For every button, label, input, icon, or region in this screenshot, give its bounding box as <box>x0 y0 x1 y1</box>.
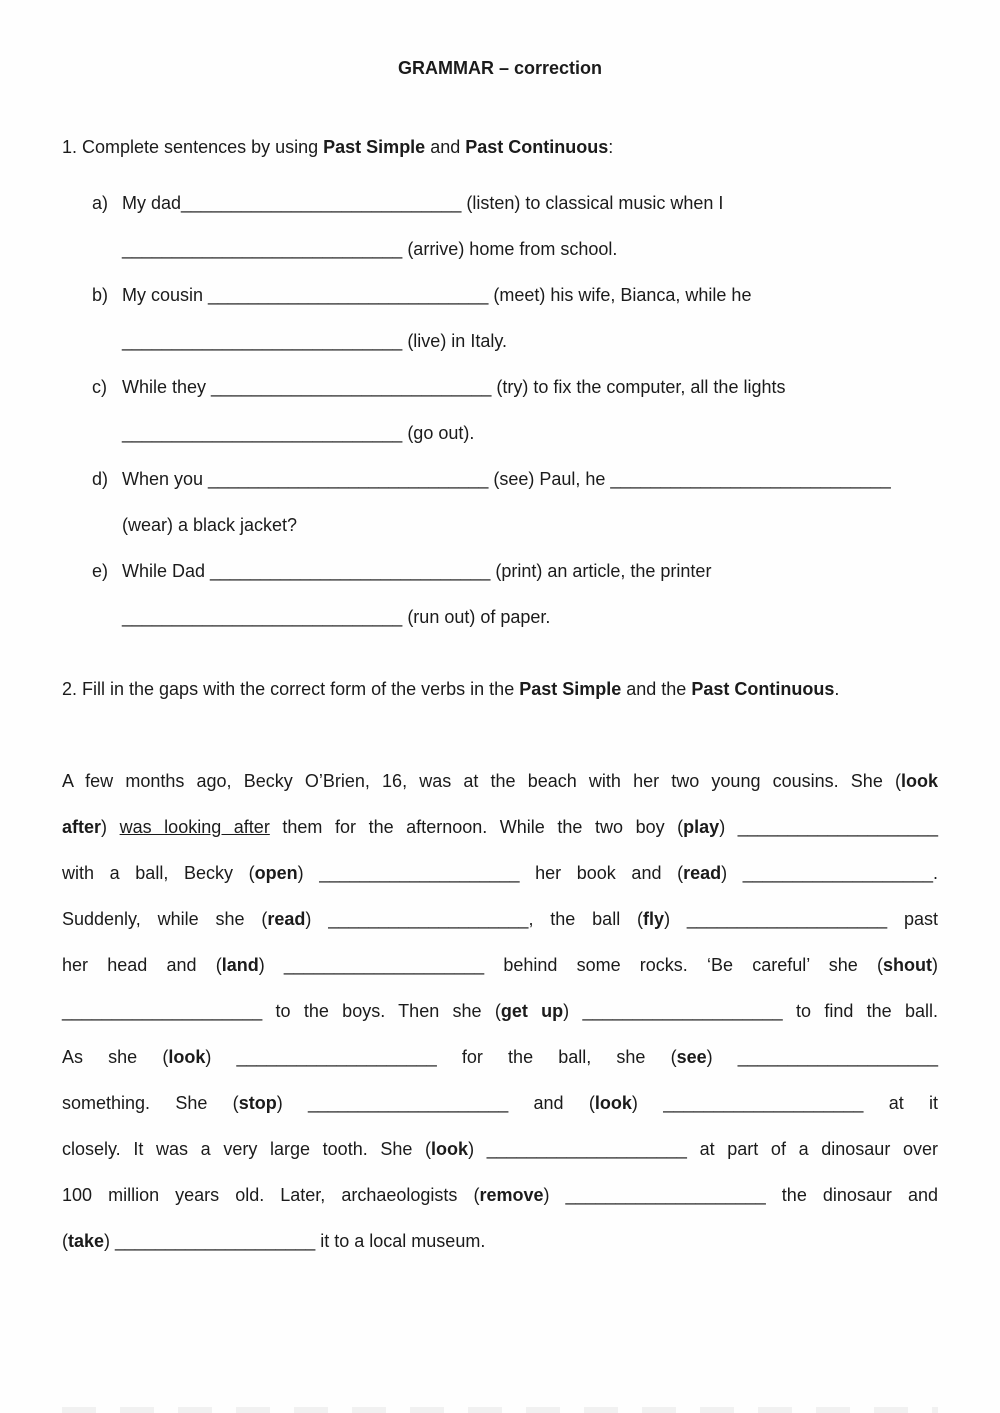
verb-hint: Past Simple <box>519 679 622 699</box>
exercise1-heading <box>62 137 938 158</box>
verb-hint: Past Simple <box>323 137 426 157</box>
exercise2-heading <box>62 666 938 712</box>
text-segment: , the ball ( <box>528 909 644 929</box>
text-segment: ) <box>205 1047 237 1067</box>
text-segment: the dinosaur and <box>765 1185 939 1205</box>
answer-blank[interactable]: ____________________________ <box>122 607 403 627</box>
text-segment: them for the afternoon. While the two boy ( <box>269 817 684 837</box>
text-segment: . <box>933 863 939 883</box>
answer-blank[interactable]: ____________________ <box>283 955 485 975</box>
exercise2-paragraph <box>62 758 938 1264</box>
text-segment: ( <box>62 1231 68 1251</box>
answer-blank[interactable]: ____________________ <box>62 1001 263 1021</box>
verb-hint: Past Continuous <box>465 137 609 157</box>
text-segment: ) <box>719 817 738 837</box>
text-segment: her book and ( <box>519 863 684 883</box>
text-segment: 1. Complete sentences by using <box>62 137 324 157</box>
answer-blank[interactable]: ____________________ <box>686 909 888 929</box>
paragraph-line <box>62 942 938 988</box>
verb-hint: look <box>168 1047 206 1067</box>
answer-blank[interactable]: ____________________ <box>663 1093 864 1113</box>
text-segment: (see) Paul, he <box>488 469 611 489</box>
text-segment: . <box>834 679 840 699</box>
text-segment: (arrive) home from school. <box>402 239 618 259</box>
text-segment: : <box>608 137 614 157</box>
exercise1-item <box>62 364 938 456</box>
text-segment: ) <box>305 909 329 929</box>
verb-hint: get up <box>500 1001 564 1021</box>
item-line <box>122 502 938 548</box>
item-line <box>122 226 938 272</box>
text-segment: behind some rocks. ‘Be careful’ she ( <box>484 955 883 975</box>
exercise1-item <box>62 456 938 548</box>
answer-blank[interactable]: ____________________________ <box>122 331 403 351</box>
paragraph-line <box>62 1034 938 1080</box>
text-segment: When you <box>122 469 209 489</box>
item-line <box>122 410 938 456</box>
text-segment: ) <box>104 1231 116 1251</box>
answer-blank[interactable]: ____________________ <box>328 909 529 929</box>
verb-hint: remove <box>479 1185 544 1205</box>
item-line <box>122 318 938 364</box>
paragraph-line <box>62 758 938 804</box>
text-segment: her head and ( <box>62 955 222 975</box>
paragraph-line <box>62 1172 938 1218</box>
text-segment: ) <box>297 863 320 883</box>
text-segment: past <box>887 909 939 929</box>
text-segment: ) <box>932 955 938 975</box>
text-segment: (print) an article, the printer <box>490 561 712 581</box>
exercise1-item <box>62 548 938 640</box>
paragraph-line <box>62 1126 938 1172</box>
text-segment: at it <box>863 1093 939 1113</box>
text-segment: for the ball, she ( <box>436 1047 677 1067</box>
paragraph-line <box>62 804 938 850</box>
text-segment: As she ( <box>62 1047 169 1067</box>
verb-hint: land <box>221 955 259 975</box>
item-letter: b) <box>92 285 109 305</box>
answer-blank[interactable]: ____________________________ <box>211 377 492 397</box>
text-segment: A few months ago, Becky O’Brien, 16, was at the beach with her two young cousins. She ( <box>62 771 901 791</box>
item-line <box>122 272 938 318</box>
exercise1-items <box>62 180 938 640</box>
answer-blank[interactable]: ____________________ <box>486 1139 687 1159</box>
verb-hint: open <box>254 863 298 883</box>
text-segment: with a ball, Becky ( <box>62 863 255 883</box>
text-segment: ) <box>543 1185 566 1205</box>
verb-hint: stop <box>238 1093 277 1113</box>
text-segment: Suddenly, while she ( <box>62 909 268 929</box>
answer-blank[interactable]: ____________________ <box>308 1093 509 1113</box>
verb-hint: Past Continuous <box>691 679 835 699</box>
text-segment: something. She ( <box>62 1093 239 1113</box>
verb-hint: after <box>62 817 102 837</box>
answer-blank[interactable]: ____________________ <box>582 1001 783 1021</box>
example-answer: was looking after <box>119 817 270 837</box>
text-segment: My cousin <box>122 285 209 305</box>
text-segment: and ( <box>508 1093 595 1113</box>
answer-blank[interactable]: ___________________ <box>742 863 933 883</box>
verb-hint: see <box>676 1047 707 1067</box>
text-segment: to the boys. Then she ( <box>262 1001 501 1021</box>
text-segment: My dad <box>122 193 182 213</box>
answer-blank[interactable]: ____________________________ <box>122 423 403 443</box>
text-segment: closely. It was a very large tooth. She ( <box>62 1139 432 1159</box>
paragraph-line <box>62 1080 938 1126</box>
item-letter: e) <box>92 561 109 581</box>
verb-hint: look <box>431 1139 469 1159</box>
text-segment: (meet) his wife, Bianca, while he <box>488 285 752 305</box>
verb-hint: look <box>594 1093 632 1113</box>
item-line <box>122 364 938 410</box>
text-segment: While they <box>122 377 212 397</box>
text-segment: While Dad <box>122 561 211 581</box>
text-segment: at part of a dinosaur over <box>686 1139 938 1159</box>
paragraph-line <box>62 896 938 942</box>
verb-hint: read <box>267 909 306 929</box>
answer-blank[interactable]: ____________________ <box>115 1231 316 1251</box>
answer-blank[interactable]: ____________________________ <box>208 469 489 489</box>
text-segment: (go out). <box>402 423 475 443</box>
verb-hint: look <box>900 771 938 791</box>
verb-hint: shout <box>883 955 932 975</box>
paragraph-line <box>62 1218 938 1264</box>
item-line <box>122 180 938 226</box>
item-line <box>122 594 938 640</box>
answer-blank[interactable]: ____________________ <box>565 1185 766 1205</box>
text-segment: (run out) of paper. <box>402 607 551 627</box>
text-segment: (wear) a black jacket? <box>122 515 298 535</box>
answer-blank[interactable]: ____________________ <box>236 1047 437 1067</box>
exercise1-item <box>62 272 938 364</box>
text-segment: and <box>425 137 466 157</box>
answer-blank[interactable]: ____________________________ <box>122 239 403 259</box>
text-segment: 2. Fill in the gaps with the correct form of the verbs in the <box>62 679 520 699</box>
answer-blank[interactable]: ____________________________ <box>210 561 491 581</box>
text-segment: ) <box>101 817 120 837</box>
scan-cutoff-artifact <box>62 1407 938 1413</box>
text-segment: ) <box>721 863 743 883</box>
text-segment: ) <box>563 1001 583 1021</box>
verb-hint: take <box>68 1231 105 1251</box>
text-segment: (live) in Italy. <box>402 331 507 351</box>
text-segment: (listen) to classical music when I <box>461 193 724 213</box>
answer-blank[interactable]: ____________________ <box>737 1047 938 1067</box>
paragraph-line <box>62 988 938 1034</box>
item-letter: a) <box>92 193 109 213</box>
answer-blank[interactable]: ____________________________ <box>610 469 891 489</box>
page-title: GRAMMAR – correction <box>397 58 603 78</box>
answer-blank[interactable]: ____________________ <box>319 863 520 883</box>
item-letter: c) <box>92 377 107 397</box>
paragraph-line <box>62 850 938 896</box>
verb-hint: fly <box>643 909 665 929</box>
text-segment: (try) to fix the computer, all the lights <box>491 377 786 397</box>
text-segment: ) <box>276 1093 308 1113</box>
text-segment: ) <box>664 909 687 929</box>
answer-blank[interactable]: ____________________ <box>737 817 938 837</box>
text-segment: 100 million years old. Later, archaeologists ( <box>62 1185 480 1205</box>
text-segment: and the <box>621 679 692 699</box>
text-segment: it to a local museum. <box>315 1231 486 1251</box>
text-segment: ) <box>706 1047 738 1067</box>
text-segment: ) <box>468 1139 487 1159</box>
item-line <box>122 548 938 594</box>
text-segment: to find the ball. <box>782 1001 938 1021</box>
verb-hint: play <box>683 817 720 837</box>
verb-hint: read <box>683 863 722 883</box>
text-segment: ) <box>631 1093 664 1113</box>
exercise1-item <box>62 180 938 272</box>
answer-blank[interactable]: ____________________________ <box>181 193 462 213</box>
text-segment: ) <box>258 955 284 975</box>
item-letter: d) <box>92 469 109 489</box>
item-line <box>122 456 938 502</box>
answer-blank[interactable]: ____________________________ <box>208 285 489 305</box>
